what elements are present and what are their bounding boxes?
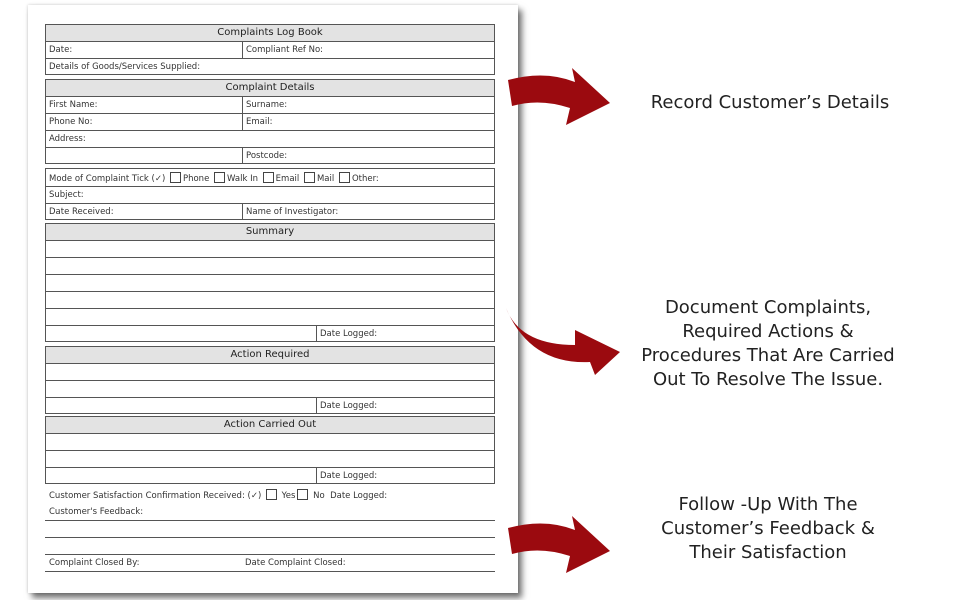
email-label: Email: bbox=[246, 117, 273, 127]
ref-label: Compliant Ref No: bbox=[246, 45, 324, 55]
section-title: Action Carried Out bbox=[46, 417, 494, 433]
first-name-label: First Name: bbox=[49, 100, 98, 110]
option-other: Other: bbox=[351, 174, 379, 184]
option-phone: Phone bbox=[182, 174, 210, 184]
option-email: Email bbox=[275, 174, 300, 184]
date-logged-label: Date Logged: bbox=[320, 329, 378, 339]
surname-label: Surname: bbox=[246, 100, 288, 110]
mode-label: Mode of Complaint Tick (✓) bbox=[49, 174, 166, 184]
form-title: Complaints Log Book bbox=[46, 25, 494, 41]
date-logged-label: Date Logged: bbox=[320, 401, 378, 411]
satisfaction-label: Customer Satisfaction Confirmation Received: (✓) bbox=[49, 491, 262, 501]
date-label: Date: bbox=[49, 45, 73, 55]
date-closed-label: Date Complaint Closed: bbox=[245, 558, 346, 568]
date-received-label: Date Received: bbox=[49, 207, 114, 217]
subject-label: Subject: bbox=[49, 190, 84, 200]
address-label: Address: bbox=[49, 134, 86, 144]
feedback-label: Customer's Feedback: bbox=[49, 507, 144, 517]
phone-label: Phone No: bbox=[49, 117, 93, 127]
satisfaction-date-label: Date Logged: bbox=[330, 491, 388, 501]
caption-follow-up: Follow -Up With The Customer’s Feedback & Their Satisfaction bbox=[661, 494, 875, 563]
investigator-label: Name of Investigator: bbox=[246, 207, 339, 217]
option-mail: Mail bbox=[316, 174, 335, 184]
arrow-icon bbox=[506, 308, 620, 375]
postcode-label: Postcode: bbox=[246, 151, 288, 161]
section-title: Summary bbox=[46, 224, 494, 240]
closed-by-label: Complaint Closed By: bbox=[49, 558, 140, 568]
date-logged-label: Date Logged: bbox=[320, 471, 378, 481]
arrow-icon bbox=[508, 68, 610, 125]
no-label: No bbox=[313, 491, 325, 501]
yes-label: Yes bbox=[281, 491, 296, 501]
caption-document-complaints: Document Complaints, Required Actions & Procedures That Are Carried Out To Resolve The Issue. bbox=[641, 297, 895, 390]
section-title: Action Required bbox=[46, 347, 494, 363]
goods-label: Details of Goods/Services Supplied: bbox=[49, 62, 201, 72]
caption-record-details: Record Customer’s Details bbox=[650, 92, 890, 113]
option-walk-in: Walk In bbox=[227, 174, 258, 184]
arrow-icon bbox=[508, 516, 610, 573]
section-title: Complaint Details bbox=[46, 80, 494, 96]
